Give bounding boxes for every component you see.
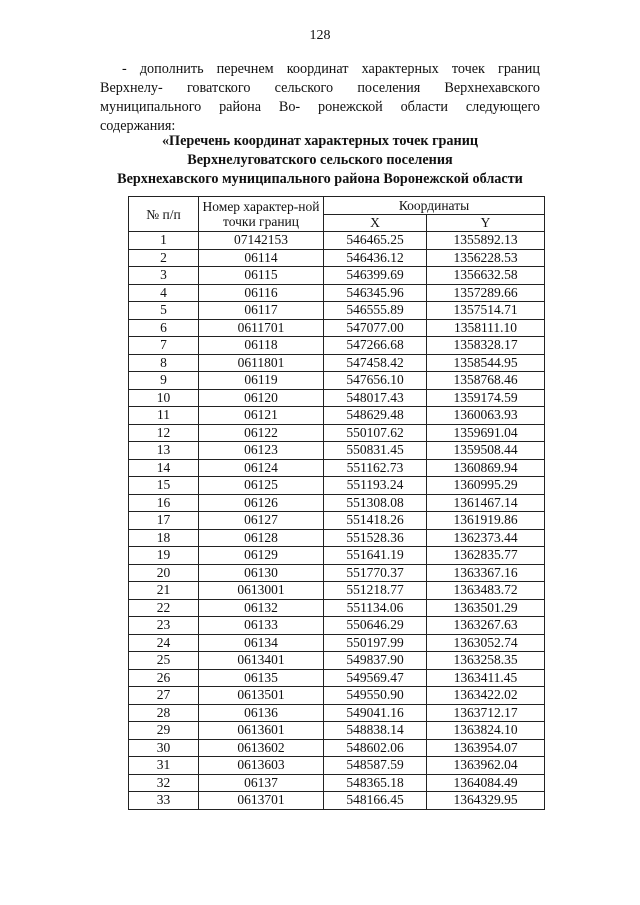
table-row xyxy=(129,739,545,757)
cell-x: 546345.96 xyxy=(324,284,427,302)
cell-x: 551218.77 xyxy=(324,582,427,600)
cell-number: 23 xyxy=(129,617,199,635)
cell-point-number: 0613501 xyxy=(199,687,324,705)
cell-point-number: 06125 xyxy=(199,477,324,495)
cell-x: 548017.43 xyxy=(324,389,427,407)
cell-x: 548365.18 xyxy=(324,774,427,792)
cell-point-number: 06116 xyxy=(199,284,324,302)
cell-point-number: 0613603 xyxy=(199,757,324,775)
table-row xyxy=(129,267,545,285)
cell-number: 15 xyxy=(129,477,199,495)
cell-point-number: 06134 xyxy=(199,634,324,652)
cell-point-number: 0613401 xyxy=(199,652,324,670)
table-row xyxy=(129,494,545,512)
cell-point-number: 06117 xyxy=(199,302,324,320)
cell-y: 1359508.44 xyxy=(427,442,545,460)
cell-y: 1360063.93 xyxy=(427,407,545,425)
cell-x: 551418.26 xyxy=(324,512,427,530)
cell-number: 6 xyxy=(129,319,199,337)
cell-x: 546555.89 xyxy=(324,302,427,320)
cell-x: 551770.37 xyxy=(324,564,427,582)
table-row xyxy=(129,477,545,495)
table-row xyxy=(129,372,545,390)
cell-x: 550197.99 xyxy=(324,634,427,652)
cell-x: 548838.14 xyxy=(324,722,427,740)
cell-number: 30 xyxy=(129,739,199,757)
cell-number: 27 xyxy=(129,687,199,705)
cell-y: 1356632.58 xyxy=(427,267,545,285)
table-row xyxy=(129,704,545,722)
cell-number: 13 xyxy=(129,442,199,460)
cell-number: 29 xyxy=(129,722,199,740)
cell-x: 551193.24 xyxy=(324,477,427,495)
cell-point-number: 06127 xyxy=(199,512,324,530)
table-row xyxy=(129,547,545,565)
cell-y: 1363483.72 xyxy=(427,582,545,600)
cell-number: 16 xyxy=(129,494,199,512)
table-row xyxy=(129,319,545,337)
cell-y: 1357289.66 xyxy=(427,284,545,302)
table-row xyxy=(129,564,545,582)
table-row xyxy=(129,337,545,355)
table-row xyxy=(129,634,545,652)
intro-line-2: говатского сельского поселения Верхнехавского муниципального района Во- xyxy=(100,80,541,115)
cell-point-number: 06123 xyxy=(199,442,324,460)
page-number: 128 xyxy=(309,28,331,43)
cell-number: 9 xyxy=(129,372,199,390)
cell-number: 31 xyxy=(129,757,199,775)
cell-number: 32 xyxy=(129,774,199,792)
cell-y: 1355892.13 xyxy=(427,232,545,250)
cell-y: 1363258.35 xyxy=(427,652,545,670)
cell-y: 1363422.02 xyxy=(427,687,545,705)
table-row xyxy=(129,424,545,442)
table-row xyxy=(129,774,545,792)
table-row xyxy=(129,284,545,302)
table-row xyxy=(129,232,545,250)
title-line-2: Верхнелуговатского сельского поселения xyxy=(187,152,453,168)
cell-point-number: 07142153 xyxy=(199,232,324,250)
coordinates-table xyxy=(128,196,545,810)
table-row xyxy=(129,407,545,425)
cell-y: 1363962.04 xyxy=(427,757,545,775)
cell-y: 1363712.17 xyxy=(427,704,545,722)
cell-number: 7 xyxy=(129,337,199,355)
cell-point-number: 0613601 xyxy=(199,722,324,740)
cell-x: 548166.45 xyxy=(324,792,427,810)
header-coordinates: Координаты xyxy=(324,197,545,215)
cell-y: 1359691.04 xyxy=(427,424,545,442)
cell-point-number: 06132 xyxy=(199,599,324,617)
cell-y: 1364084.49 xyxy=(427,774,545,792)
cell-number: 2 xyxy=(129,249,199,267)
table-row xyxy=(129,354,545,372)
cell-x: 546465.25 xyxy=(324,232,427,250)
cell-y: 1363411.45 xyxy=(427,669,545,687)
cell-number: 8 xyxy=(129,354,199,372)
cell-x: 550831.45 xyxy=(324,442,427,460)
intro-line-3: ронежской области следующего содержания: xyxy=(100,99,541,134)
cell-number: 26 xyxy=(129,669,199,687)
cell-point-number: 06130 xyxy=(199,564,324,582)
cell-point-number: 0611801 xyxy=(199,354,324,372)
cell-point-number: 06119 xyxy=(199,372,324,390)
table-row xyxy=(129,529,545,547)
cell-number: 14 xyxy=(129,459,199,477)
table-row xyxy=(129,459,545,477)
cell-point-number: 06124 xyxy=(199,459,324,477)
cell-y: 1362373.44 xyxy=(427,529,545,547)
cell-point-number: 06128 xyxy=(199,529,324,547)
cell-number: 33 xyxy=(129,792,199,810)
cell-point-number: 06133 xyxy=(199,617,324,635)
cell-number: 22 xyxy=(129,599,199,617)
cell-x: 547266.68 xyxy=(324,337,427,355)
table-row xyxy=(129,599,545,617)
cell-x: 548629.48 xyxy=(324,407,427,425)
cell-y: 1364329.95 xyxy=(427,792,545,810)
cell-point-number: 06129 xyxy=(199,547,324,565)
cell-y: 1360869.94 xyxy=(427,459,545,477)
intro-paragraph xyxy=(100,60,540,136)
cell-y: 1363824.10 xyxy=(427,722,545,740)
table-row xyxy=(129,617,545,635)
cell-point-number: 06137 xyxy=(199,774,324,792)
cell-y: 1358328.17 xyxy=(427,337,545,355)
cell-point-number: 0613701 xyxy=(199,792,324,810)
cell-number: 24 xyxy=(129,634,199,652)
cell-point-number: 06122 xyxy=(199,424,324,442)
cell-x: 547458.42 xyxy=(324,354,427,372)
intro-line-1: - дополнить перечнем координат характерных точек границ Верхнелу- xyxy=(100,61,540,96)
cell-y: 1362835.77 xyxy=(427,547,545,565)
cell-x: 547077.00 xyxy=(324,319,427,337)
cell-point-number: 06115 xyxy=(199,267,324,285)
table-row xyxy=(129,389,545,407)
table-row xyxy=(129,302,545,320)
cell-number: 17 xyxy=(129,512,199,530)
cell-y: 1360995.29 xyxy=(427,477,545,495)
cell-x: 547656.10 xyxy=(324,372,427,390)
cell-y: 1361467.14 xyxy=(427,494,545,512)
cell-y: 1359174.59 xyxy=(427,389,545,407)
cell-number: 19 xyxy=(129,547,199,565)
cell-number: 5 xyxy=(129,302,199,320)
cell-point-number: 06135 xyxy=(199,669,324,687)
cell-y: 1358768.46 xyxy=(427,372,545,390)
cell-y: 1358544.95 xyxy=(427,354,545,372)
cell-y: 1363501.29 xyxy=(427,599,545,617)
cell-x: 549550.90 xyxy=(324,687,427,705)
cell-point-number: 06114 xyxy=(199,249,324,267)
cell-x: 551162.73 xyxy=(324,459,427,477)
table-row xyxy=(129,792,545,810)
cell-y: 1363367.16 xyxy=(427,564,545,582)
cell-y: 1363267.63 xyxy=(427,617,545,635)
cell-point-number: 06118 xyxy=(199,337,324,355)
cell-x: 548587.59 xyxy=(324,757,427,775)
cell-x: 551641.19 xyxy=(324,547,427,565)
cell-y: 1363954.07 xyxy=(427,739,545,757)
cell-number: 28 xyxy=(129,704,199,722)
cell-x: 549837.90 xyxy=(324,652,427,670)
cell-x: 546436.12 xyxy=(324,249,427,267)
cell-number: 11 xyxy=(129,407,199,425)
cell-y: 1358111.10 xyxy=(427,319,545,337)
table-row xyxy=(129,757,545,775)
cell-x: 549041.16 xyxy=(324,704,427,722)
cell-number: 18 xyxy=(129,529,199,547)
cell-number: 12 xyxy=(129,424,199,442)
cell-number: 1 xyxy=(129,232,199,250)
cell-x: 550646.29 xyxy=(324,617,427,635)
cell-x: 551308.08 xyxy=(324,494,427,512)
table-body xyxy=(129,232,545,810)
header-y: Y xyxy=(427,214,545,232)
table-row xyxy=(129,512,545,530)
header-number: № п/п xyxy=(129,197,199,232)
cell-y: 1361919.86 xyxy=(427,512,545,530)
cell-number: 25 xyxy=(129,652,199,670)
cell-number: 21 xyxy=(129,582,199,600)
cell-y: 1357514.71 xyxy=(427,302,545,320)
cell-point-number: 0611701 xyxy=(199,319,324,337)
cell-point-number: 06136 xyxy=(199,704,324,722)
cell-y: 1356228.53 xyxy=(427,249,545,267)
cell-point-number: 0613001 xyxy=(199,582,324,600)
document-title xyxy=(60,132,580,189)
cell-point-number: 06126 xyxy=(199,494,324,512)
title-line-1: «Перечень координат характерных точек границ xyxy=(161,133,479,149)
cell-x: 548602.06 xyxy=(324,739,427,757)
table-row xyxy=(129,687,545,705)
cell-number: 20 xyxy=(129,564,199,582)
cell-number: 4 xyxy=(129,284,199,302)
cell-point-number: 06121 xyxy=(199,407,324,425)
table-row xyxy=(129,249,545,267)
table-row xyxy=(129,722,545,740)
header-x: X xyxy=(324,214,427,232)
table-row xyxy=(129,652,545,670)
title-line-3: Верхнехавского муниципального района Воронежской области xyxy=(117,171,523,187)
header-point-number: Номер характер-ной точки границ xyxy=(199,197,324,232)
cell-number: 10 xyxy=(129,389,199,407)
cell-x: 551528.36 xyxy=(324,529,427,547)
table-row xyxy=(129,582,545,600)
cell-x: 546399.69 xyxy=(324,267,427,285)
table-row xyxy=(129,442,545,460)
cell-y: 1363052.74 xyxy=(427,634,545,652)
cell-x: 550107.62 xyxy=(324,424,427,442)
cell-x: 551134.06 xyxy=(324,599,427,617)
cell-number: 3 xyxy=(129,267,199,285)
cell-point-number: 06120 xyxy=(199,389,324,407)
cell-point-number: 0613602 xyxy=(199,739,324,757)
table-row xyxy=(129,669,545,687)
cell-x: 549569.47 xyxy=(324,669,427,687)
